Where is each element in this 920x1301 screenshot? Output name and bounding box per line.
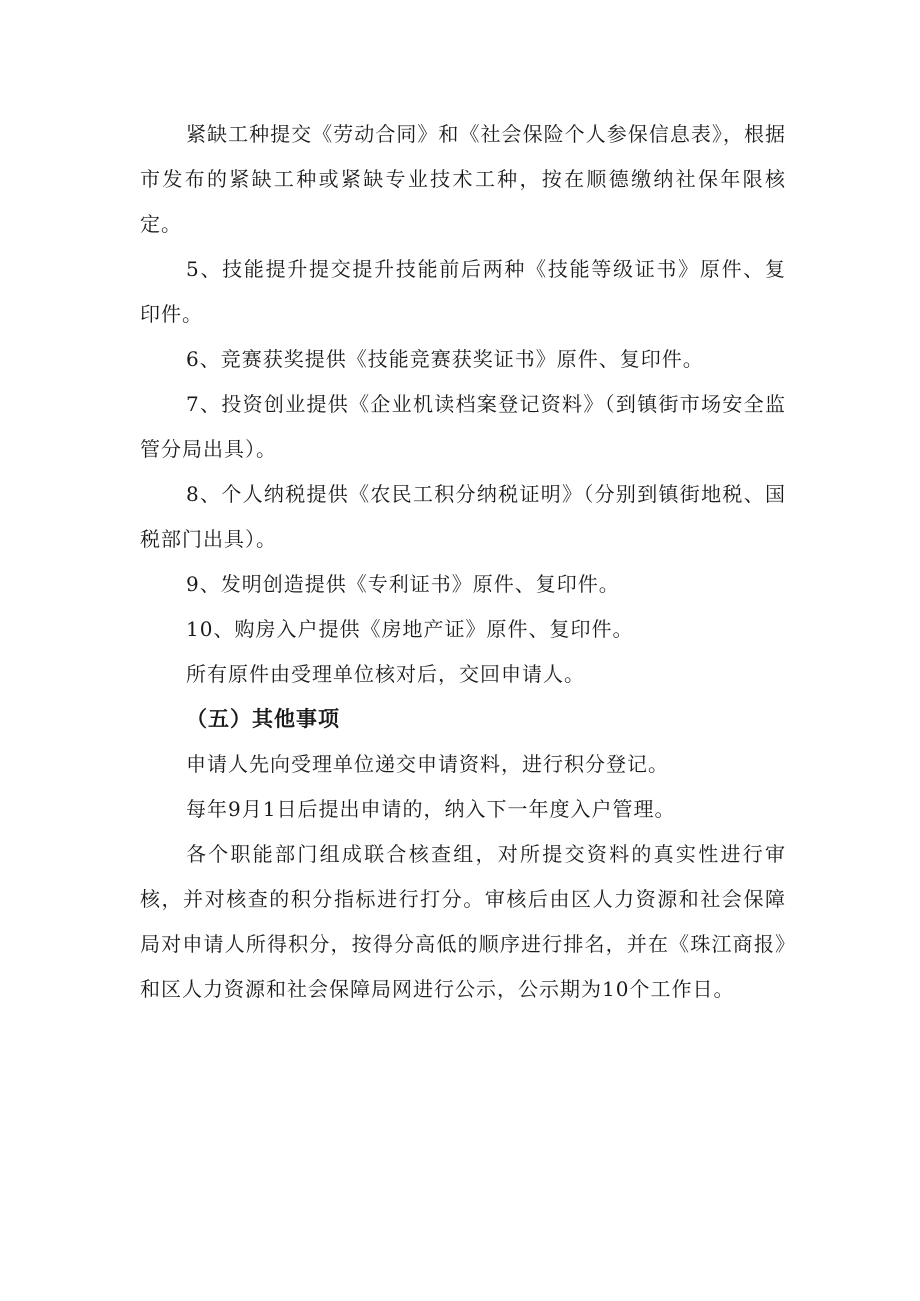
paragraph-originals-returned: 所有原件由受理单位核对后，交回申请人。 xyxy=(186,662,585,686)
paragraph-shortage-trades: 紧缺工种提交《劳动合同》和《社会保险个人参保信息表》，根据市发布的紧缺工种或紧缺专业技术工种，按在顺德缴纳社保年限核定。 xyxy=(140,122,786,236)
paragraph-submit-application: 申请人先向受理单位递交申请资料，进行积分登记。 xyxy=(186,752,669,776)
section-heading-other-matters: （五）其他事项 xyxy=(186,707,340,731)
paragraph-item-10-house-purchase: 10、购房入户提供《房地产证》原件、复印件。 xyxy=(186,617,634,641)
paragraph-annual-deadline: 每年9月1日后提出申请的，纳入下一年度入户管理。 xyxy=(186,797,676,821)
paragraph-review-and-ranking: 各个职能部门组成联合核查组，对所提交资料的真实性进行审核，并对核查的积分指标进行打分。审核后由区人力资源和社会保障局对申请人所得积分，按得分高低的顺序进行排名，并在《珠江商报》和区人力资源和社会保障局网进行公示，公示期为10个工作日。 xyxy=(140,842,786,1001)
paragraph-item-8-personal-tax: 8、个人纳税提供《农民工积分纳税证明》（分别到镇街地税、国税部门出具）。 xyxy=(140,482,786,551)
document-body xyxy=(140,112,786,1012)
paragraph-item-6-competition-award: 6、竞赛获奖提供《技能竞赛获奖证书》原件、复印件。 xyxy=(186,347,704,371)
paragraph-item-9-invention: 9、发明创造提供《专利证书》原件、复印件。 xyxy=(186,572,620,596)
paragraph-item-5-skill-upgrade: 5、技能提升提交提升技能前后两种《技能等级证书》原件、复印件。 xyxy=(140,257,786,326)
paragraph-item-7-investment: 7、投资创业提供《企业机读档案登记资料》（到镇街市场安全监管分局出具）。 xyxy=(140,392,786,461)
